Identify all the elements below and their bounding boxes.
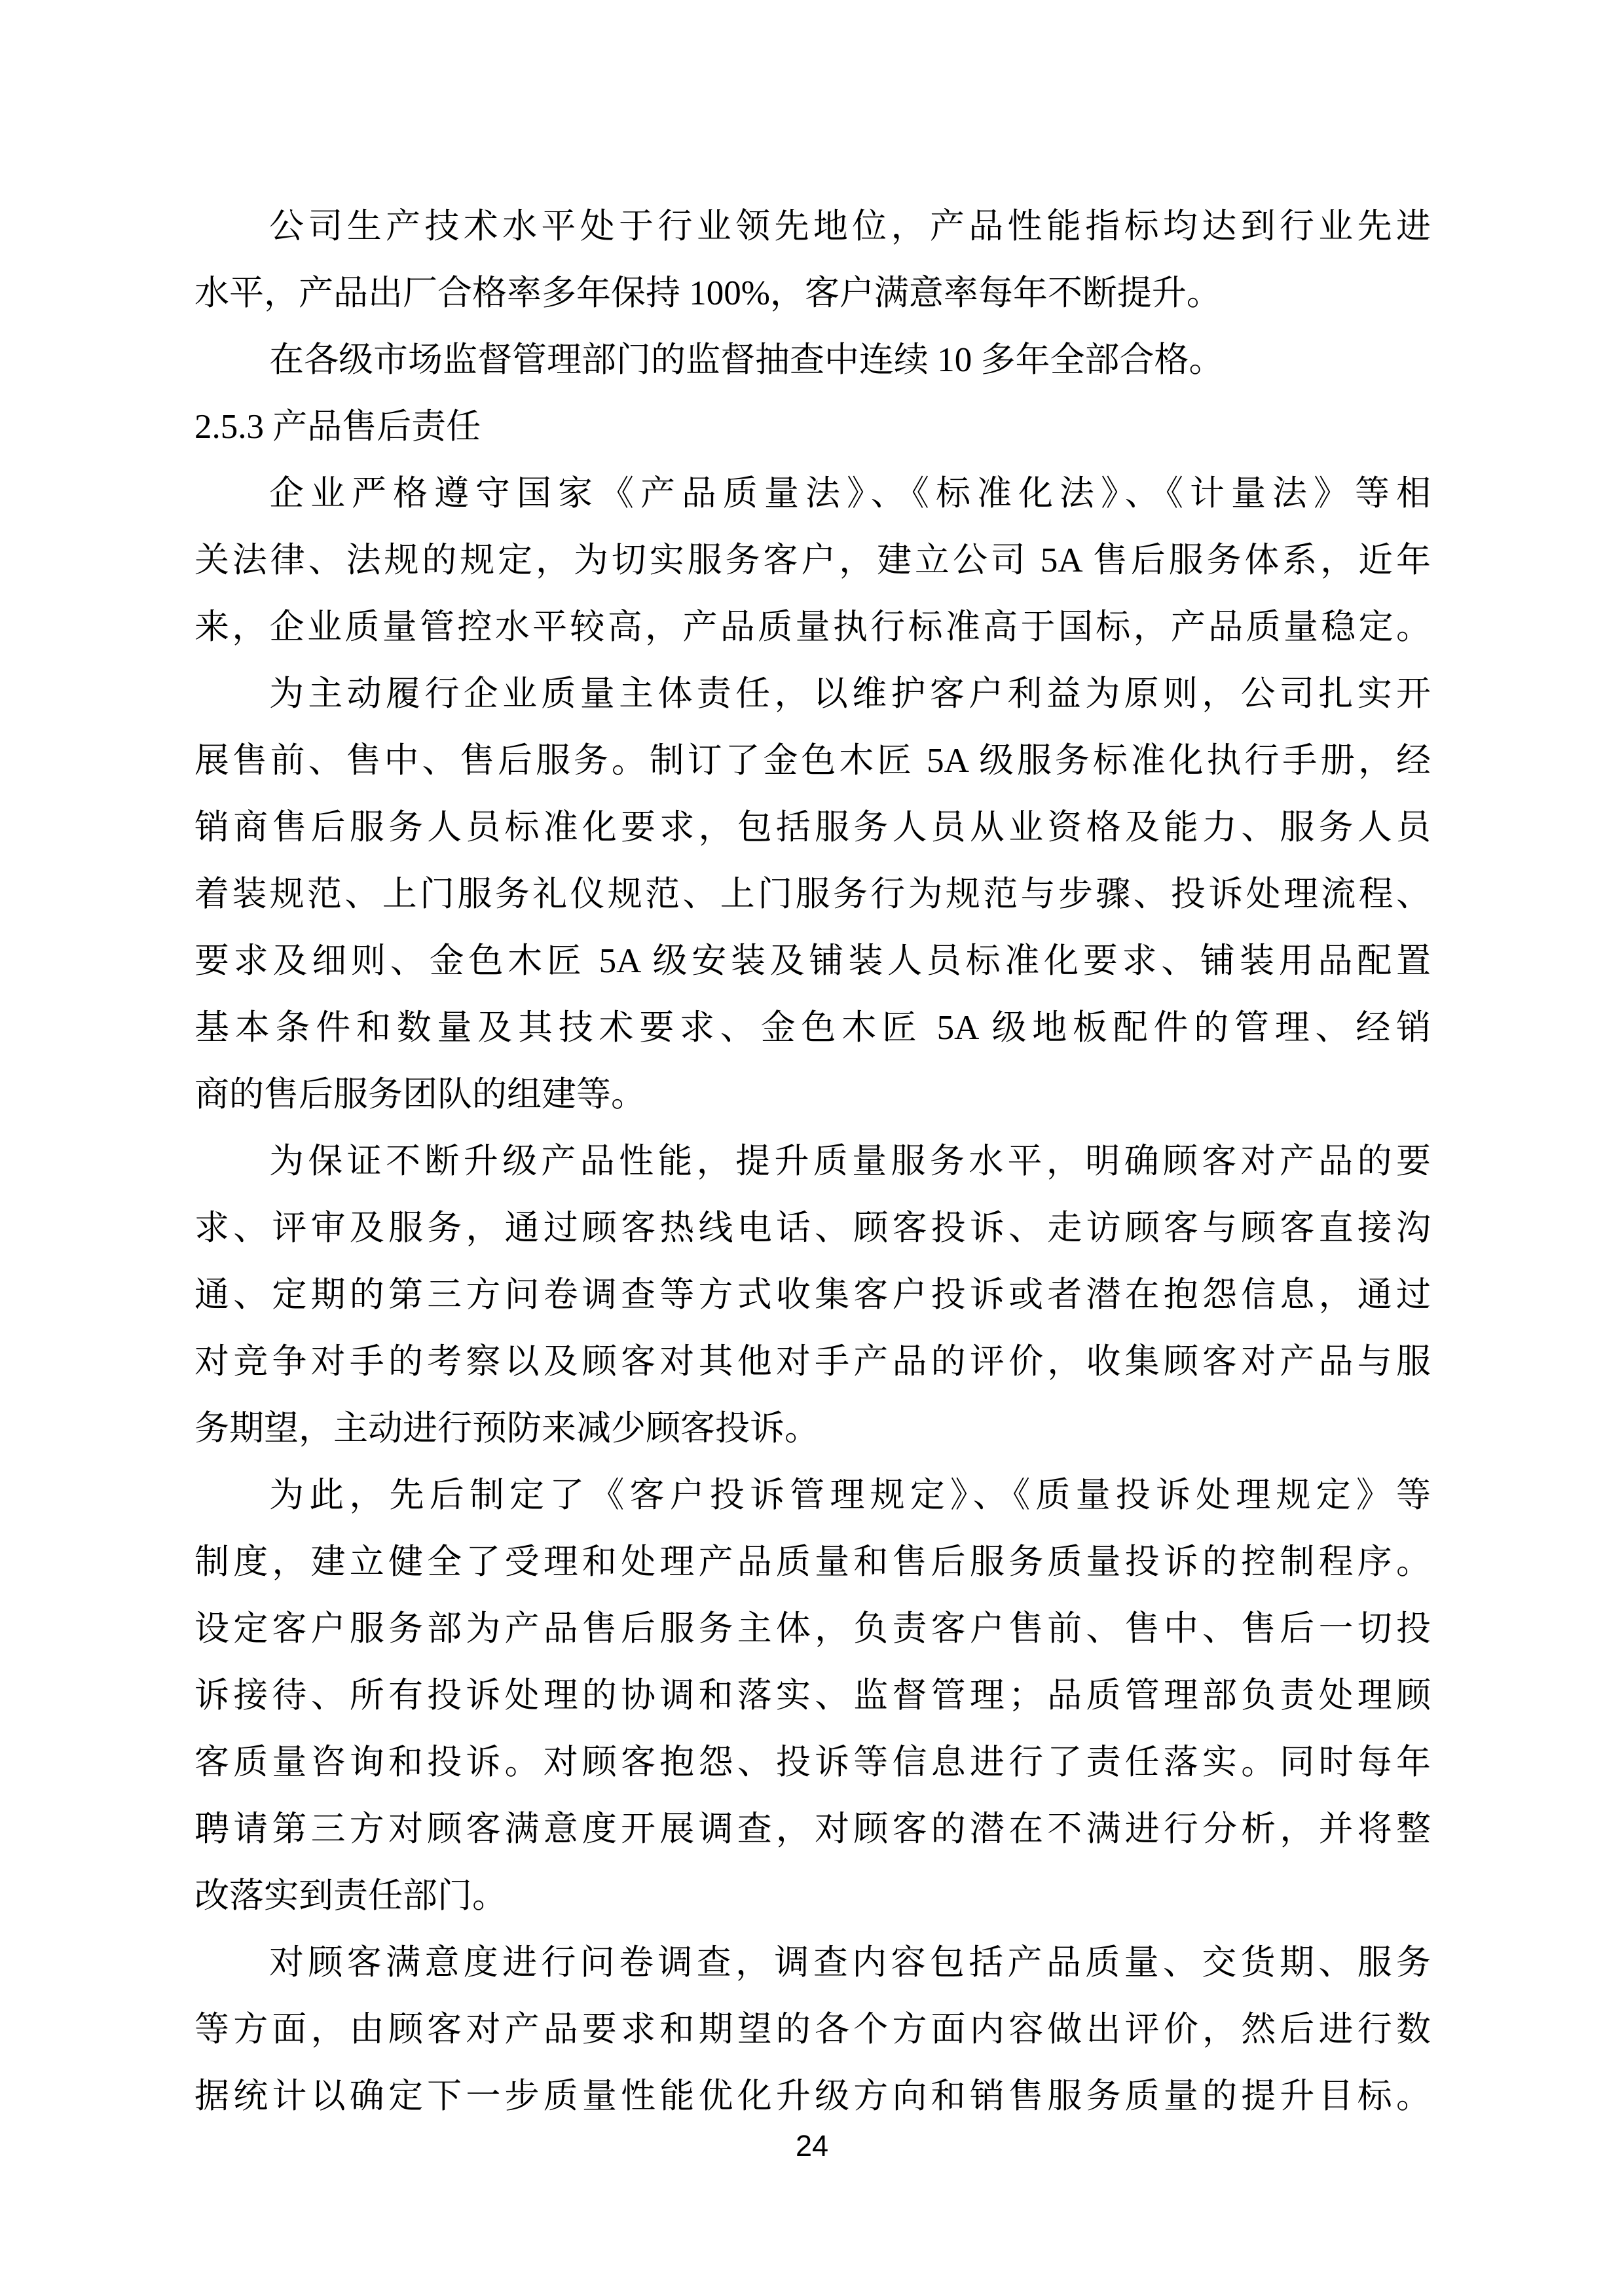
text-line: 务期望，主动进行预防来减少顾客投诉。 [194,1410,819,1448]
text-line: 求、评审及服务，通过顾客热线电话、顾客投诉、走访顾客与顾客直接沟 [194,1209,1431,1247]
text-line: 改落实到责任部门。 [194,1877,507,1915]
text-line: 来，企业质量管控水平较高，产品质量执行标准高于国标，产品质量稳定。 [194,608,1431,646]
text-line: 为此，先后制定了《客户投诉管理规定》、《质量投诉处理规定》等 [269,1476,1431,1514]
text-line: 对竞争对手的考察以及顾客对其他对手产品的评价，收集顾客对产品与服 [194,1343,1431,1381]
text-line: 企业严格遵守国家《产品质量法》、《标准化法》、《计量法》等相 [269,475,1431,513]
text-line: 为主动履行企业质量主体责任，以维护客户利益为原则，公司扎实开 [269,675,1431,713]
text-line: 据统计以确定下一步质量性能优化升级方向和销售服务质量的提升目标。 [194,2077,1431,2115]
text-line: 设定客户服务部为产品售后服务主体，负责客户售前、售中、售后一切投 [194,1610,1431,1648]
text-line: 为保证不断升级产品性能，提升质量服务水平，明确顾客对产品的要 [269,1142,1431,1180]
section-heading: 2.5.3 产品售后责任 [194,408,481,446]
text-line: 诉接待、所有投诉处理的协调和落实、监督管理；品质管理部负责处理顾 [194,1677,1431,1715]
text-line: 在各级市场监督管理部门的监督抽查中连续 10 多年全部合格。 [269,341,1224,379]
text-line: 聘请第三方对顾客满意度开展调查，对顾客的潜在不满进行分析，并将整 [194,1810,1431,1848]
text-line: 水平，产品出厂合格率多年保持 100%，客户满意率每年不断提升。 [194,274,1221,312]
text-line: 商的售后服务团队的组建等。 [194,1076,646,1114]
text-line: 客质量咨询和投诉。对顾客抱怨、投诉等信息进行了责任落实。同时每年 [194,1743,1431,1781]
text-line: 着装规范、上门服务礼仪规范、上门服务行为规范与步骤、投诉处理流程、 [194,875,1431,913]
text-line: 制度，建立健全了受理和处理产品质量和售后服务质量投诉的控制程序。 [194,1543,1431,1581]
text-line: 通、定期的第三方问卷调查等方式收集客户投诉或者潜在抱怨信息，通过 [194,1276,1431,1314]
text-line: 等方面，由顾客对产品要求和期望的各个方面内容做出评价，然后进行数 [194,2011,1431,2049]
text-line: 公司生产技术水平处于行业领先地位，产品性能指标均达到行业先进 [269,208,1431,246]
text-line: 对顾客满意度进行问卷调查，调查内容包括产品质量、交货期、服务 [269,1944,1431,1982]
text-line: 要求及细则、金色木匠 5A 级安装及铺装人员标准化要求、铺装用品配置 [194,942,1431,980]
text-line: 基本条件和数量及其技术要求、金色木匠 5A 级地板配件的管理、经销 [194,1009,1431,1047]
text-line: 销商售后服务人员标准化要求，包括服务人员从业资格及能力、服务人员 [194,809,1431,847]
text-line: 展售前、售中、售后服务。制订了金色木匠 5A 级服务标准化执行手册，经 [194,742,1431,780]
page-number: 24 [795,2129,829,2162]
text-line: 关法律、法规的规定，为切实服务客户，建立公司 5A 售后服务体系，近年 [194,541,1431,579]
document-body [194,193,1431,2130]
